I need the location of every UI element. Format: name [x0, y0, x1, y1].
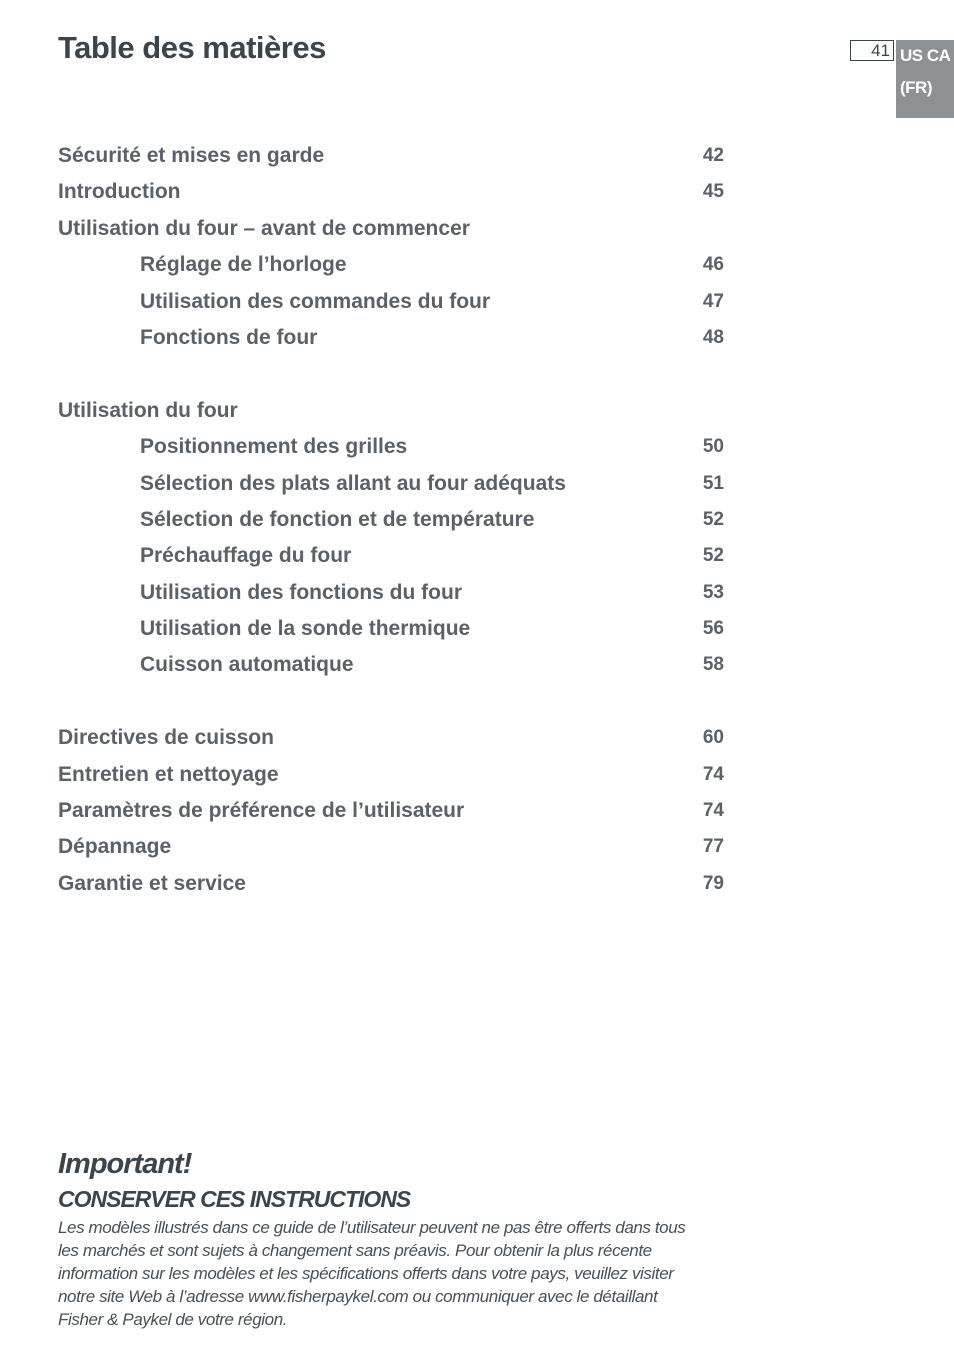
toc-entry-page: 60 — [702, 727, 724, 749]
notice-body-line: Les modèles illustrés dans ce guide de l’utilisateur peuvent ne pas être offerts dans tous — [58, 1218, 686, 1237]
toc-entry-label: Utilisation des commandes du four — [140, 289, 491, 313]
toc-entry-label: Cuisson automatique — [140, 653, 354, 677]
toc-entry[interactable] — [58, 138, 728, 174]
toc-spacer — [58, 356, 728, 392]
toc-entry-label: Garantie et service — [58, 871, 246, 895]
toc-entry-label: Introduction — [58, 180, 181, 204]
toc-entry-page: 74 — [702, 763, 724, 785]
toc-section-heading[interactable] — [58, 393, 728, 429]
toc-entry-label: Sécurité et mises en garde — [58, 144, 325, 167]
toc-entry-label: Fonctions de four — [140, 325, 318, 349]
notice-body-line: les marchés et sont sujets à changement sans préavis. Pour obtenir la plus récente — [58, 1241, 652, 1260]
toc-subentry[interactable] — [58, 284, 728, 320]
language-tab-region: US CA — [900, 46, 951, 65]
toc-subentry[interactable] — [58, 502, 728, 538]
toc-subentry[interactable] — [58, 611, 728, 647]
toc-entry[interactable] — [58, 866, 728, 902]
table-of-contents — [58, 138, 728, 902]
toc-entry[interactable] — [58, 829, 728, 865]
notice-body-line: information sur les modèles et les spécifications offerts dans votre pays, veuillez visiter — [58, 1264, 674, 1283]
toc-entry-page: 46 — [702, 254, 724, 276]
toc-entry-label: Préchauffage du four — [140, 544, 352, 568]
language-tab-language: (FR) — [900, 78, 932, 97]
toc-subentry[interactable] — [58, 429, 728, 465]
toc-entry-label: Sélection des plats allant au four adéquats — [140, 471, 566, 495]
notice-body — [58, 1216, 738, 1331]
notice-subtitle: CONSERVER CES INSTRUCTIONS — [58, 1186, 411, 1212]
toc-entry-label: Utilisation du four — [58, 398, 238, 422]
toc-entry-page: 77 — [702, 836, 724, 858]
toc-entry-label: Sélection de fonction et de température — [140, 507, 535, 531]
toc-subentry[interactable] — [58, 320, 728, 356]
toc-entry-label: Dépannage — [58, 835, 172, 859]
toc-entry-label: Utilisation de la sonde thermique — [140, 617, 471, 641]
page-number: 41 — [850, 40, 894, 61]
notice-title: Important! — [58, 1148, 192, 1180]
toc-spacer — [58, 684, 728, 720]
toc-entry-label: Entretien et nettoyage — [58, 762, 279, 786]
toc-entry-label: Réglage de l’horloge — [140, 253, 347, 277]
toc-subentry[interactable] — [58, 647, 728, 683]
toc-entry-page: 47 — [702, 290, 724, 312]
toc-entry-page: 58 — [702, 654, 724, 676]
toc-entry-page: 45 — [702, 181, 724, 203]
toc-entry-label: Utilisation du four – avant de commencer — [58, 216, 470, 240]
toc-subentry[interactable] — [58, 247, 728, 283]
notice-body-line: notre site Web à l’adresse www.fisherpaykel.com ou communiquer avec le détaillant — [58, 1287, 658, 1306]
page-title: Table des matières — [58, 30, 326, 65]
toc-entry-page: 74 — [702, 800, 724, 822]
toc-entry[interactable] — [58, 174, 728, 210]
toc-section-heading[interactable] — [58, 211, 728, 247]
toc-entry-page: 51 — [702, 472, 724, 494]
important-notice — [58, 1146, 738, 1331]
toc-entry-label: Utilisation des fonctions du four — [140, 580, 462, 604]
toc-entry-page: 52 — [702, 508, 724, 530]
toc-entry-page: 53 — [702, 581, 724, 603]
toc-entry[interactable] — [58, 757, 728, 793]
toc-entry-label: Positionnement des grilles — [140, 435, 408, 459]
toc-entry-label: Directives de cuisson — [58, 726, 274, 750]
toc-entry-page: 56 — [702, 618, 724, 640]
toc-entry-label: Paramètres de préférence de l’utilisateur — [58, 799, 465, 823]
toc-subentry[interactable] — [58, 538, 728, 574]
toc-subentry[interactable] — [58, 466, 728, 502]
toc-entry[interactable] — [58, 793, 728, 829]
toc-entry-page: 50 — [702, 436, 724, 458]
toc-entry-page: 79 — [702, 872, 724, 894]
toc-entry-page: 52 — [702, 545, 724, 567]
language-tab — [896, 40, 954, 118]
toc-entry-page: 48 — [702, 326, 724, 348]
toc-subentry[interactable] — [58, 575, 728, 611]
notice-body-line: Fisher & Paykel de votre région. — [58, 1310, 288, 1329]
toc-entry-page: 42 — [702, 145, 724, 166]
toc-entry[interactable] — [58, 720, 728, 756]
